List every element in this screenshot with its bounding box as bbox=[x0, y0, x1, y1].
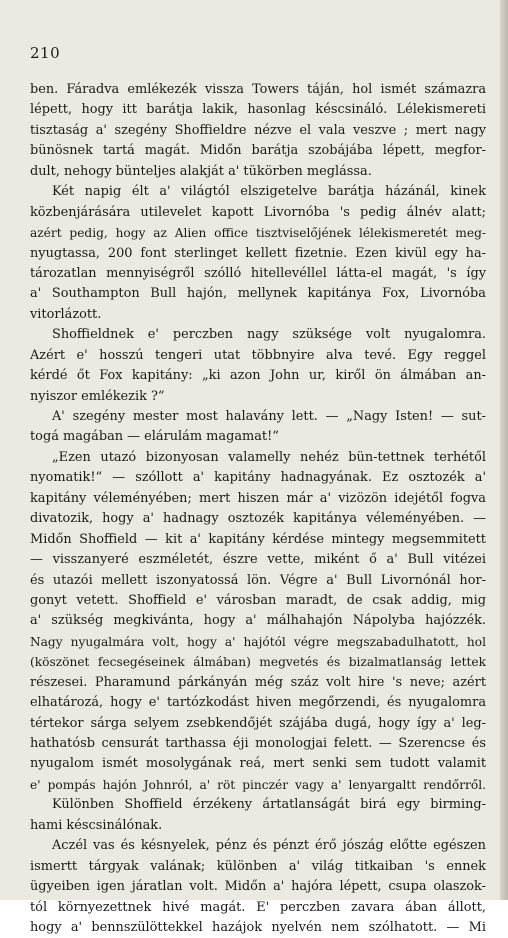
text-line: Különben Shoffield érzékeny ártatlanságát birá egy birming- bbox=[52, 797, 486, 813]
text-line: tértekor sárga selyem zsebkendőjét szájába dugá, hogy így a' leg- bbox=[30, 715, 486, 731]
text-line: azért pedig, hogy az Alien office tisztviselőjének lélekismeretét meg- bbox=[30, 226, 486, 241]
text-line: nyugalom ismét mosolygának reá, mert senki sem tudott valamit bbox=[30, 756, 486, 772]
text-line: nyomatik!“ — szóllott a' kapitány hadnagyának. Ez osztozék a' bbox=[30, 470, 486, 486]
text-line: a' szükség megkivánta, hogy a' málhahajón Nápolyba hajózzék. bbox=[30, 613, 486, 629]
text-line: tározatlan mennyiségről szólló hitellevéllel látta-el magát, 's így bbox=[30, 265, 486, 281]
text-line: nyugtassa, 200 font sterlinget kellett fizetnie. Ezen kivül egy ha- bbox=[30, 245, 486, 261]
text-line: tól környezettnek hivé magát. E' perczben zavara ában állott, bbox=[30, 899, 486, 915]
text-line: ismertt tárgyak valának; különben a' világ titkaiban 's ennek bbox=[30, 858, 486, 874]
text-line: közbenjárására utilevelet kapott Livornóba 's pedig álnév alatt; bbox=[30, 204, 486, 220]
text-line: nyiszor emlékezik ?“ bbox=[30, 388, 165, 404]
text-line: gonyt vetett. Shoffield e' városban maradt, de csak addig, mig bbox=[30, 592, 486, 608]
text-line: lépett, hogy itt barátja lakik, hasonlag késcsináló. Lélekismereti bbox=[30, 102, 486, 118]
text-line: Midőn Shoffield — kit a' kapitány kérdése mintegy megsemmitett bbox=[30, 531, 486, 547]
text-line: bünösnek tartá magát. Midőn barátja szobájába lépett, megfor- bbox=[30, 143, 486, 159]
text-line: dult, nehogy bünteljes alakját a' tükörben meglássa. bbox=[30, 163, 372, 179]
text-line: a' Southampton Bull hajón, mellynek kapitánya Fox, Livornóba bbox=[30, 286, 486, 302]
page-edge-shadow bbox=[500, 0, 508, 900]
text-line: Aczél vas és késnyelek, pénz és pénzt érő jószág előtte egészen bbox=[52, 838, 486, 854]
text-line: e' pompás hajón Johnról, a' röt pinczér vagy a' lenyargaltt rendőrről. bbox=[30, 777, 486, 792]
text-line: — visszanyeré eszméletét, észre vette, miként ő a' Bull vitézei bbox=[30, 552, 486, 568]
text-line: ben. Fáradva emlékezék vissza Towers táján, hol ismét számazra bbox=[30, 82, 486, 97]
text-line: togá magában — elárulám magamat!“ bbox=[30, 429, 279, 445]
text-line: részesei. Pharamund párkányán még száz volt hire 's neve; azért bbox=[30, 674, 486, 690]
text-line: hogy a' bennszülöttekkel hazájok nyelvén nem szólhatott. — Mi bbox=[30, 919, 486, 935]
body-text bbox=[30, 80, 486, 938]
text-line: hathatósb censurát tarthassa éji monologjai felett. — Szerencse és bbox=[30, 736, 486, 751]
page-number: 210 bbox=[30, 44, 61, 62]
text-line: divatozik, hogy a' hadnagy osztozék kapitánya véleményében. — bbox=[30, 511, 486, 527]
text-line: kérdé őt Fox kapitány: „ki azon John ur, kiről ön álmában an- bbox=[30, 368, 486, 384]
text-line: Shoffieldnek e' perczben nagy szüksége volt nyugalomra. bbox=[52, 327, 486, 343]
text-line: elhatározá, hogy e' tartózkodást hiven megőrzendi, és nyugalomra bbox=[30, 695, 486, 711]
text-line: Két napig élt a' világtól elszigetelve barátja házánál, kinek bbox=[52, 184, 486, 200]
text-line: tisztaság a' szegény Shoffieldre nézve el vala veszve ; mert nagy bbox=[30, 122, 486, 138]
text-line: „Ezen utazó bizonyosan valamelly nehéz bün-tettnek terhétől bbox=[52, 449, 486, 465]
text-line: kapitány véleményében; mert hiszen már a' vizözön idejétől fogva bbox=[30, 490, 486, 506]
text-line: (köszönet fecsegéseinek álmában) megvetés és bizalmatlanság lettek bbox=[30, 655, 486, 670]
text-line: hami késcsinálónak. bbox=[30, 817, 163, 833]
text-line: A' szegény mester most halavány lett. — „Nagy Isten! — sut- bbox=[52, 409, 486, 424]
text-line: Nagy nyugalmára volt, hogy a' hajótól végre megszabadulhatott, hol bbox=[30, 634, 486, 649]
text-line: vitorlázott. bbox=[30, 306, 102, 322]
text-line: és utazói mellett iszonyatossá lön. Végre a' Bull Livornónál hor- bbox=[30, 572, 486, 588]
text-line: Azért e' hosszú tengeri utat többnyire alva tevé. Egy reggel bbox=[30, 347, 486, 363]
text-line: ügyeiben igen járatlan volt. Midőn a' hajóra lépett, csupa olaszok- bbox=[30, 879, 486, 895]
